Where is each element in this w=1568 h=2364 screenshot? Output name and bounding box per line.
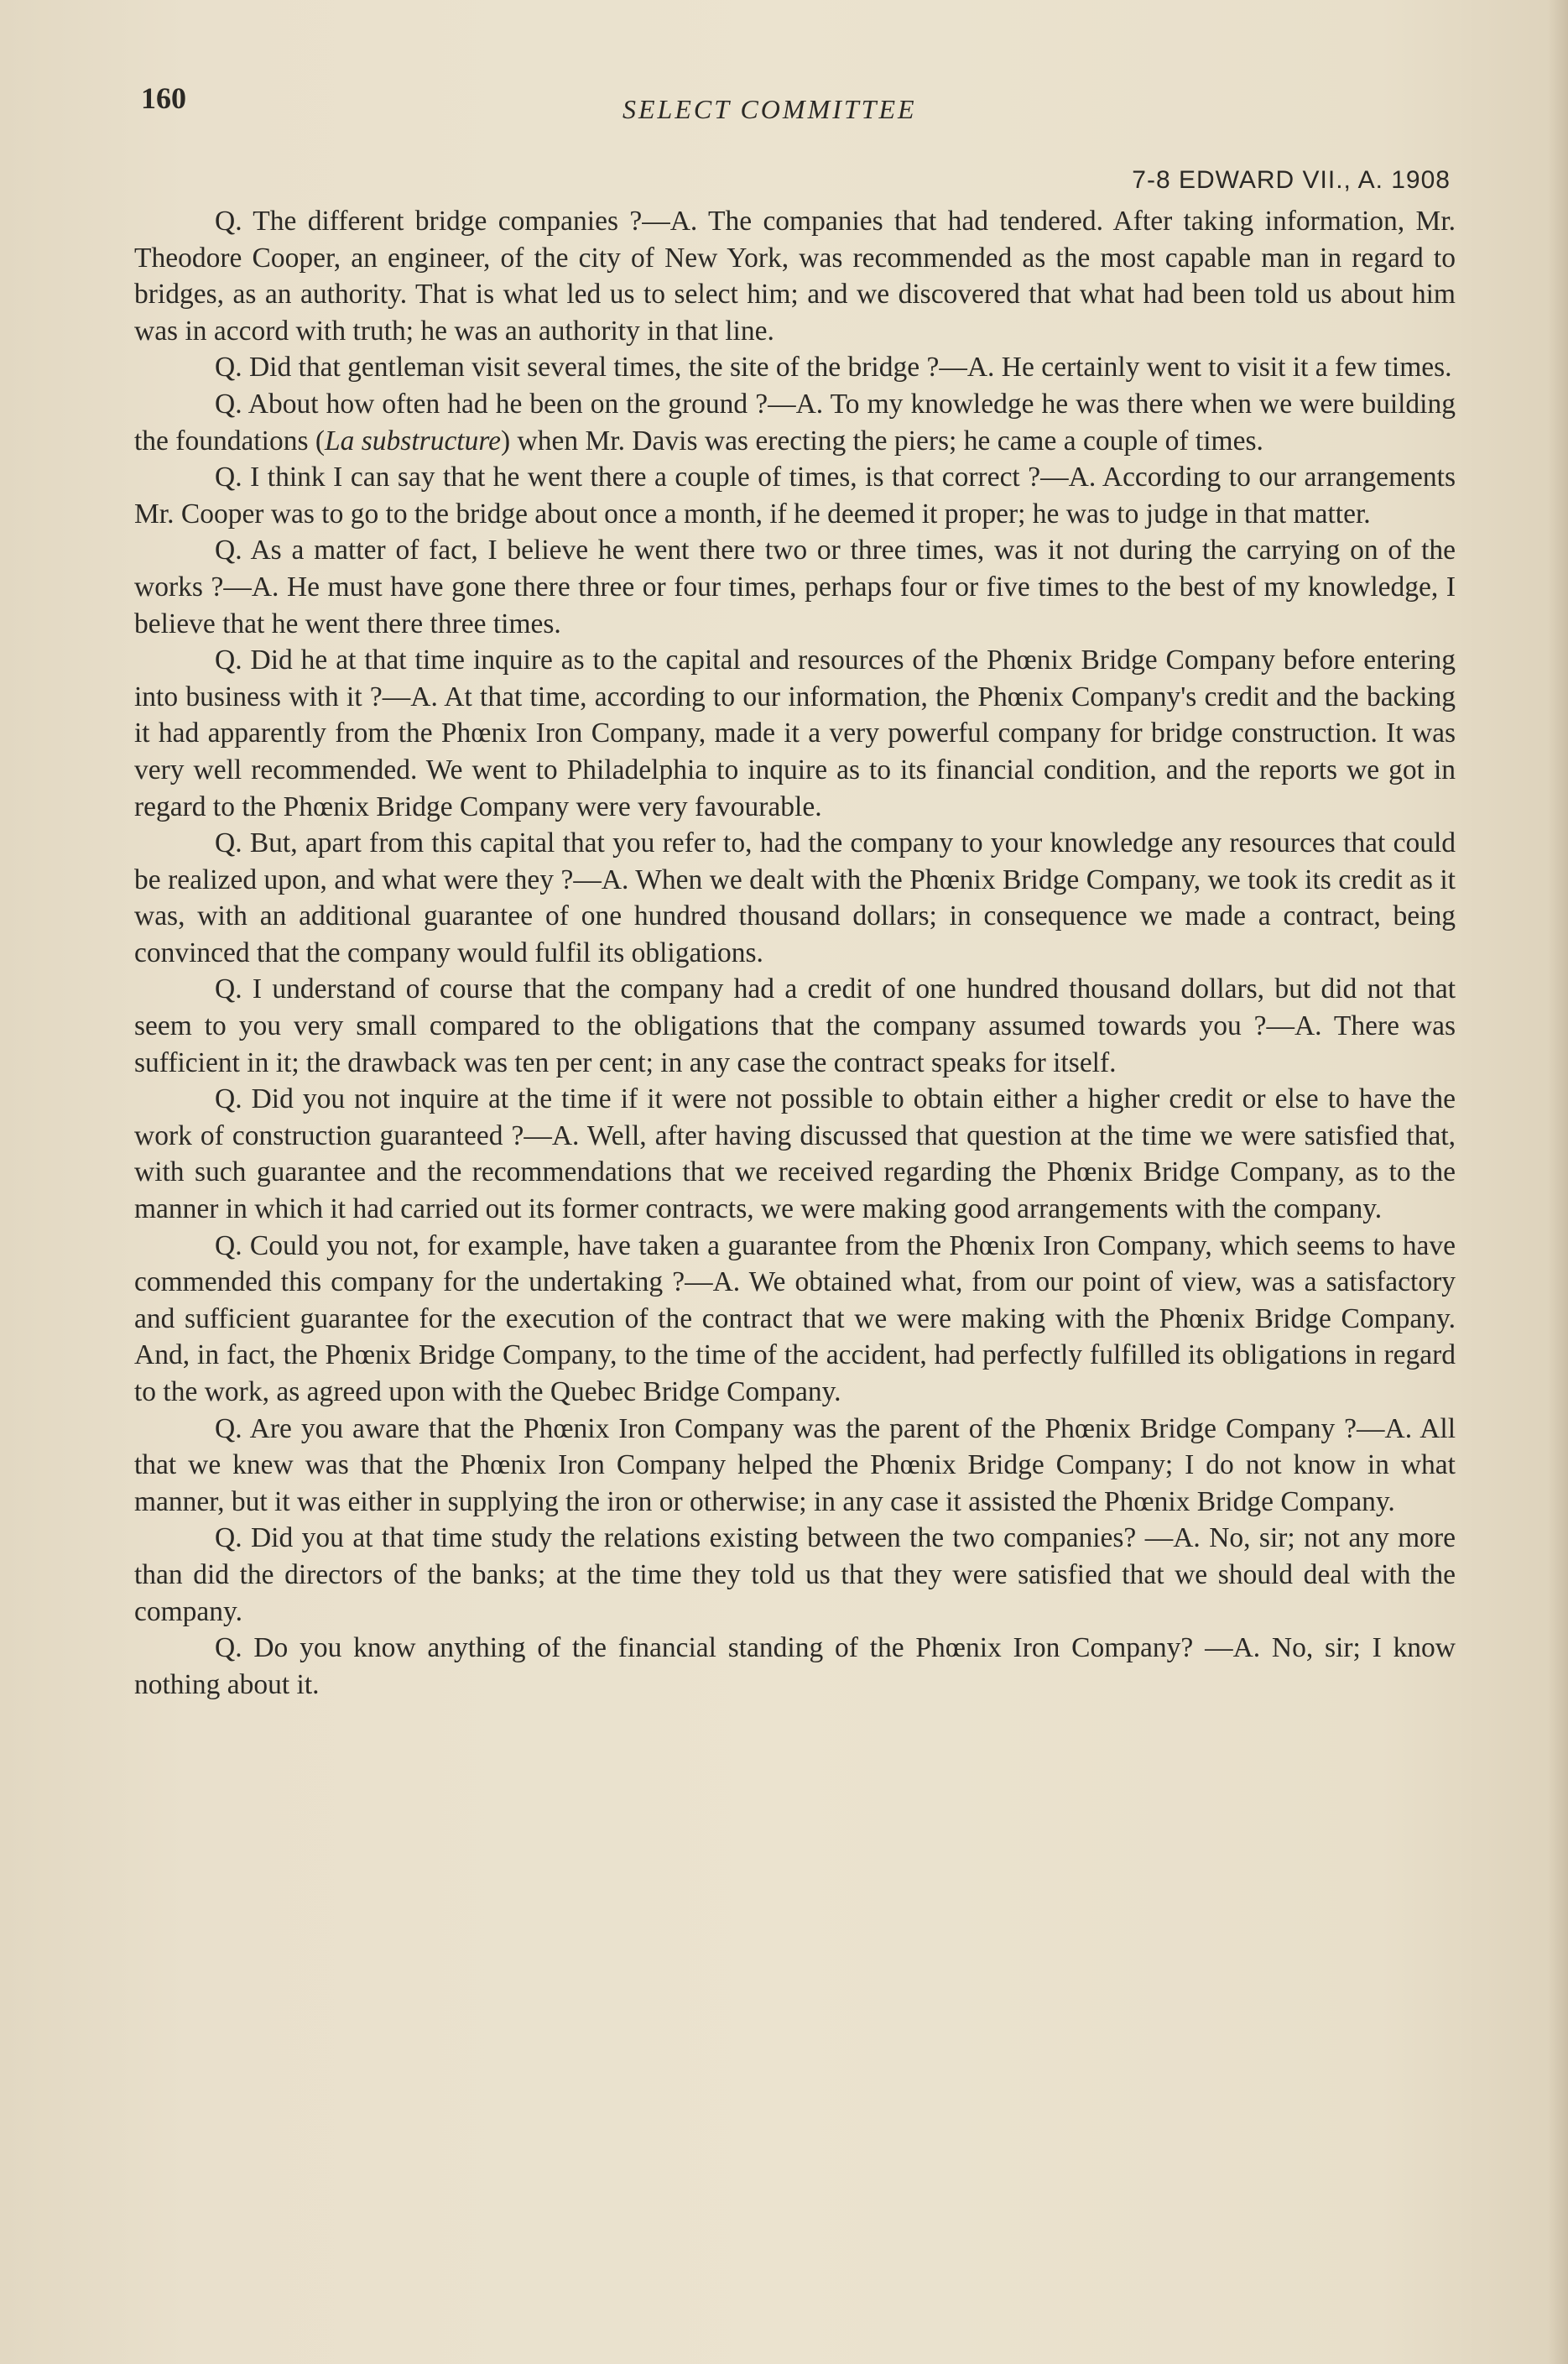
testimony-paragraph: Q. Did he at that time inquire as to the capital and resources of the Phœnix Bridge Company before entering into business with it ?—A. At that time, according to our information, the Phœnix Company's credit and the backing it had apparently from the Phœnix Iron Company, made it a very powerful company for bridge construction. It was very well recommended. We went to Philadelphia to inquire as to its financial condition, and the reports we got in regard to the Phœnix Bridge Company were very favourable. [134,644,1456,822]
running-head: SELECT COMMITTEE [623,94,917,124]
testimony-paragraph: Q. Did you at that time study the relations existing between the two companies? —A. No, sir; not any more than did the directors of the banks; at the time they told us that they were satisfied that we should deal with the company. [134,1522,1456,1627]
italic-phrase: La substructure [325,425,502,457]
testimony-paragraph: Q. But, apart from this capital that you refer to, had the company to your knowledge any resources that could be realized upon, and what were they ?—A. When we dealt with the Phœnix Bridge Company, we took its credit as it was, with an additional guarantee of one hundred thousand dollars; in consequence we made a contract, being convinced that the company would fulfil its obligations. [134,827,1456,968]
testimony-paragraph: Q. Could you not, for example, have taken a guarantee from the Phœnix Iron Company, which seems to have commended this company for the undertaking ?—A. We obtained what, from our point of view, was a satisfactory and sufficient guarantee for the execution of the contract that we were making with the Phœnix Bridge Company. And, in fact, the Phœnix Bridge Company, to the time of the accident, had perfectly fulfilled its obligations in regard to the work, as agreed upon with the Quebec Bridge Company. [134,1229,1456,1407]
testimony-paragraph: Q. As a matter of fact, I believe he went there two or three times, was it not during the carrying on of the works ?—A. He must have gone there three or four times, perhaps four or five times to the best of my knowledge, I believe that he went there three times. [134,535,1456,639]
testimony-paragraph: Q. Are you aware that the Phœnix Iron Company was the parent of the Phœnix Bridge Company ?—A. All that we knew was that the Phœnix Iron Company helped the Phœnix Bridge Company; I do not know in what manner, but it was either in supplying the iron or otherwise; in any case it assisted the Phœnix Bridge Company. [134,1412,1456,1517]
testimony-paragraph: Q. Do you know anything of the financial standing of the Phœnix Iron Company? —A. No, sir; I know nothing about it. [134,1632,1456,1700]
testimony-paragraph: Q. I think I can say that he went there a couple of times, is that correct ?—A. According to our arrangements Mr. Cooper was to go to the bridge about once a month, if he deemed it proper; he was to judge in that matter. [134,462,1456,530]
testimony-paragraph: Q. Did that gentleman visit several times, the site of the bridge ?—A. He certainly went to visit it a few times. [215,352,1452,384]
testimony-paragraph: Q. Did you not inquire at the time if it were not possible to obtain either a higher credit or else to have the work of construction guaranteed ?—A. Well, after having discussed that question at the time we were satisfied that, with such guarantee and the recommendations that we received regarding the Phœnix Bridge Company, as to the manner in which it had carried out its former contracts, we were making good arrangements with the company. [134,1083,1456,1225]
testimony-paragraph: Q. About how often had he been on the ground ?—A. To my knowledge he was there when we were building the foundations (La substructure) when Mr. Davis was erecting the piers; he came a couple of times. [134,388,1456,457]
session-reference: 7-8 EDWARD VII., A. 1908 [1132,166,1451,194]
testimony-paragraph: Q. I understand of course that the company had a credit of one hundred thousand dollars, but did not that seem to you very small compared to the obligations that the company assumed towards you ?—A. There was sufficient in it; the drawback was ten per cent; in any case the contract speaks for itself. [134,973,1456,1078]
testimony-body [134,203,1456,1703]
page-edge-shadow [1548,0,1568,2364]
page-number: 160 [141,81,186,115]
testimony-paragraph: Q. The different bridge companies ?—A. The companies that had tendered. After taking information, Mr. Theodore Cooper, an engineer, of the city of New York, was recommended as the most capable man in regard to bridges, as an authority. That is what led us to select him; and we discovered that what had been told us about him was in accord with truth; he was an authority in that line. [134,206,1456,347]
